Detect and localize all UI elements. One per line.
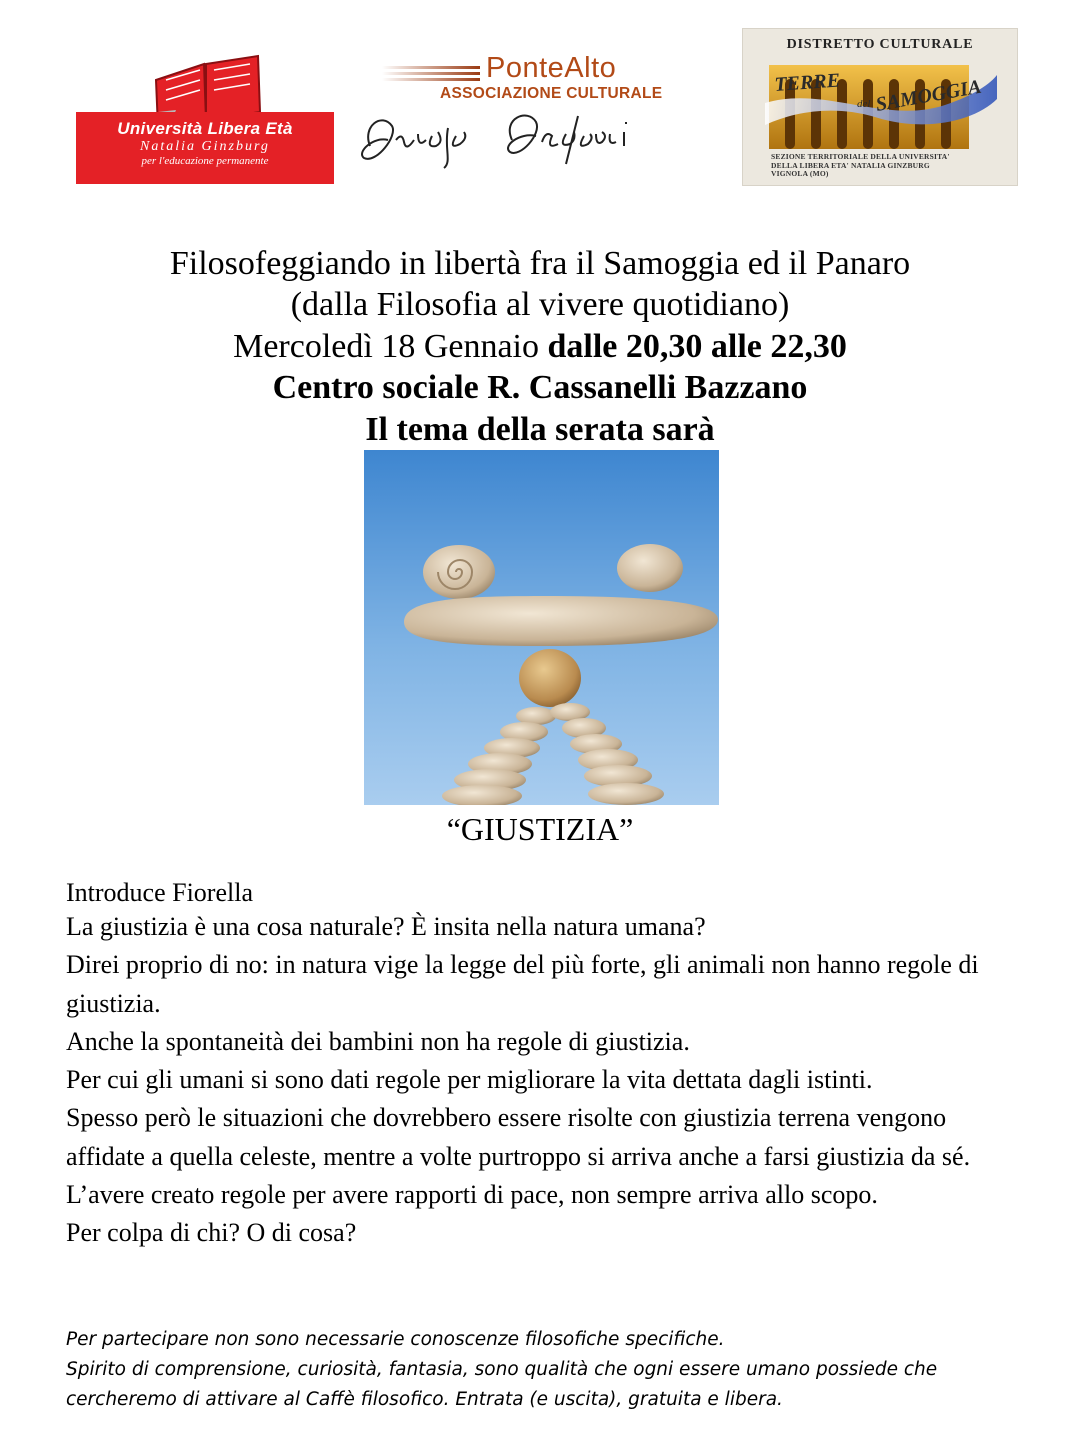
note-line: Per partecipare non sono necessarie conoscenze filosofiche specifiche. [66, 1329, 725, 1350]
svg-text:SAMOGGIA: SAMOGGIA [874, 75, 983, 116]
event-title: Filosofeggiando in libertà fra il Samoggia ed il Panaro [169, 245, 911, 282]
body-paragraph: La giustizia è una cosa naturale? È insita nella natura umana? [66, 912, 706, 941]
ule-tagline: per l'educazione permanente [141, 155, 269, 167]
event-subtitle: (dalla Filosofia al vivere quotidiano) [290, 286, 790, 323]
distretto-footer-line: SEZIONE TERRITORIALE DELLA UNIVERSITA' [771, 152, 950, 161]
event-date: Mercoledì 18 Gennaio [233, 328, 548, 365]
theme-title: “GIUSTIZIA” [446, 811, 634, 847]
handwritten-signature [352, 106, 682, 172]
participation-note [66, 1325, 1046, 1415]
body-text [66, 908, 1026, 1253]
pontealto-subtitle: ASSOCIAZIONE CULTURALE [440, 85, 663, 102]
body-paragraph: Spesso però le situazioni che dovrebbero essere risolte con giustizia terrena vengono affidate a quella celeste, mentre a volte purtroppo si arriva anche a farsi giustizia da sé. [66, 1103, 971, 1171]
distretto-title: DISTRETTO CULTURALE [786, 37, 974, 52]
body-paragraph: Direi proprio di no: in natura vige la legge del più forte, gli animali non hanno regole di giustizia. [66, 950, 979, 1018]
balanced-stones-photo [364, 450, 719, 805]
event-time: dalle 20,30 alle 22,30 [547, 328, 847, 365]
pontealto-logo [352, 52, 682, 177]
ule-subname: Natalia Ginzburg [140, 139, 270, 154]
distretto-footer-line: VIGNOLA (MO) [771, 169, 829, 178]
body-paragraph: Per cui gli umani si sono dati regole per migliorare la vita dettata dagli istinti. [66, 1065, 873, 1095]
universita-libera-eta-logo [76, 50, 334, 184]
terre-del-samoggia-emblem [765, 55, 997, 151]
event-datetime [0, 326, 1080, 367]
distretto-footer-line: DELLA LIBERA ETA' NATALIA GINZBURG [771, 160, 930, 170]
ule-name: Università Libera Età [117, 119, 293, 138]
body-paragraph: Per colpa di chi? O di cosa? [66, 1218, 357, 1248]
body-paragraph: Anche la spontaneità dei bambini non ha regole di giustizia. [66, 1026, 690, 1056]
svg-text:del: del [857, 98, 871, 110]
pontealto-bars [382, 66, 480, 84]
distretto-culturale-logo [742, 28, 1018, 186]
theme-intro: Il tema della serata sarà [365, 411, 715, 448]
note-line: Spirito di comprensione, curiosità, fantasia, sono qualità che ogni essere umano possiede che cercheremo di attivare al Caffè filosofico. Entrata (e uscita), gratuita e libera. [66, 1359, 938, 1410]
pontealto-name: PonteAlto [486, 52, 617, 84]
introducer: Introduce Fiorella [66, 878, 253, 907]
distretto-footer [771, 153, 950, 179]
svg-text:TERRE: TERRE [773, 69, 841, 96]
body-paragraph: L’avere creato regole per avere rapporti di pace, non sempre arriva allo scopo. [66, 1180, 878, 1210]
event-venue: Centro sociale R. Cassanelli Bazzano [272, 369, 808, 406]
